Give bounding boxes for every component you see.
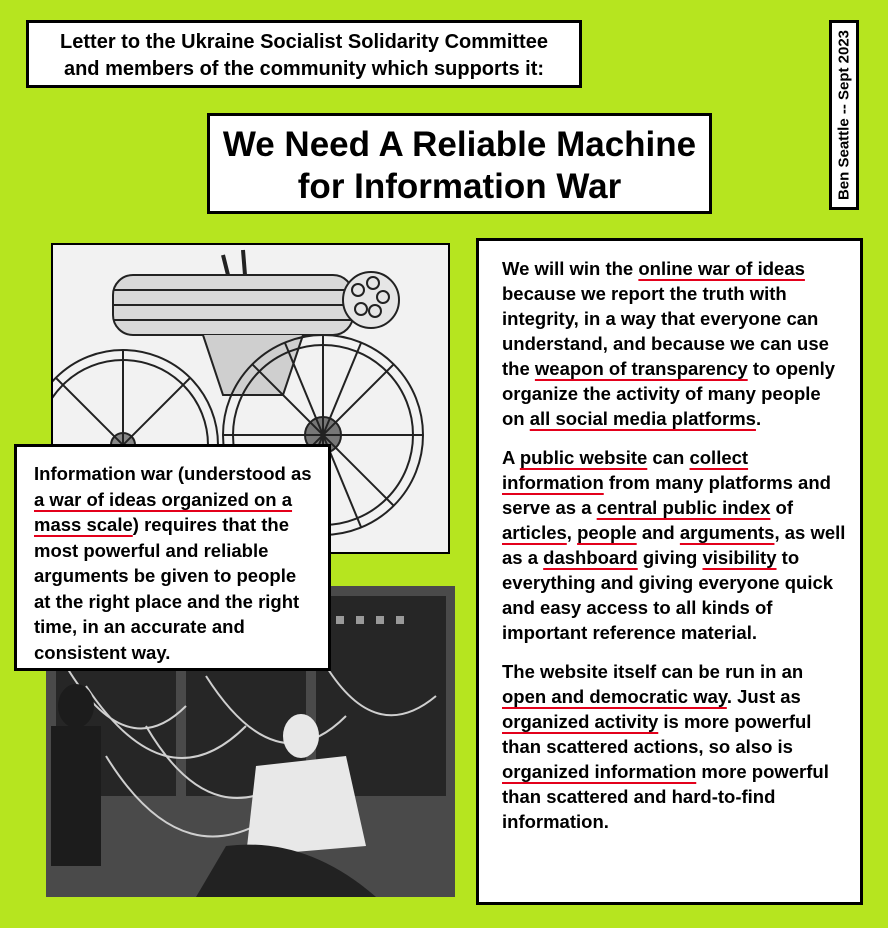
p2-text-1: A: [502, 447, 520, 468]
p2-text-5: ,: [566, 522, 578, 543]
p2-text-6: and: [636, 522, 680, 543]
left-text-2: ) requires that the most powerful and reliable arguments be given to people at the right place and the right time, in an accurate and consistent way.: [34, 514, 300, 663]
p2-text-9: to everything and giving everyone quick and easy access to all kinds of important reference material.: [502, 547, 834, 643]
header-line-2: and members of the community which supports it:: [63, 58, 545, 80]
information-war-definition: [14, 444, 331, 671]
title-line-2: for Information War: [297, 167, 622, 206]
p2-underline-8: visibility: [702, 547, 777, 568]
p2-text-7: , as well as a: [502, 522, 846, 568]
p2-text-4: of: [770, 497, 794, 518]
p2-underline-1: public website: [519, 447, 648, 468]
p2-underline-6: arguments: [679, 522, 775, 543]
p2-text-3: from many platforms and serve as a: [502, 472, 831, 518]
p1-underline-2: weapon of transparency: [534, 358, 748, 379]
left-underline-1: a war of ideas organized on a mass scale: [34, 488, 293, 535]
byline-box: [829, 20, 859, 210]
title-line-1: We Need A Reliable Machine: [222, 125, 697, 164]
paragraph-3: [502, 659, 846, 834]
p2-underline-5: people: [577, 522, 637, 543]
p3-text-1: The website itself can be run in an: [502, 661, 804, 682]
page-title: [207, 113, 712, 214]
p2-underline-7: dashboard: [543, 547, 638, 568]
main-argument-text: [476, 238, 863, 905]
p3-text-3: is more powerful than scattered actions, so also is: [502, 711, 812, 757]
p3-underline-3: organized information: [502, 761, 697, 782]
p3-text-4: more powerful than scattered and hard-to-find information.: [502, 761, 829, 832]
p1-underline-3: all social media platforms: [529, 408, 756, 429]
p3-text-2: . Just as: [726, 686, 801, 707]
p3-underline-1: open and democratic way: [502, 686, 727, 707]
letter-header: [26, 20, 582, 88]
p3-underline-2: organized activity: [502, 711, 659, 732]
p1-underline-1: online war of ideas: [638, 258, 805, 279]
p2-underline-3: central public index: [596, 497, 771, 518]
paragraph-2: [502, 445, 846, 645]
header-line-1: Letter to the Ukraine Socialist Solidarity Committee: [60, 31, 548, 53]
p1-text-4: .: [755, 408, 762, 429]
p1-text-1: We will win the: [502, 258, 639, 279]
left-text-1: Information war (understood as: [34, 463, 312, 484]
p1-text-3: to openly organize the activity of many people on: [502, 358, 836, 429]
byline: Ben Seattle -- Sept 2023: [835, 29, 853, 201]
p2-text-8: giving: [637, 547, 703, 568]
p1-text-2: because we report the truth with integrity, in a way that everyone can understand, and because we can use the: [502, 283, 829, 379]
p2-text-2: can: [647, 447, 690, 468]
p2-underline-4: articles: [502, 522, 567, 543]
p2-underline-2: collect information: [502, 447, 749, 493]
paragraph-1: [502, 256, 846, 431]
